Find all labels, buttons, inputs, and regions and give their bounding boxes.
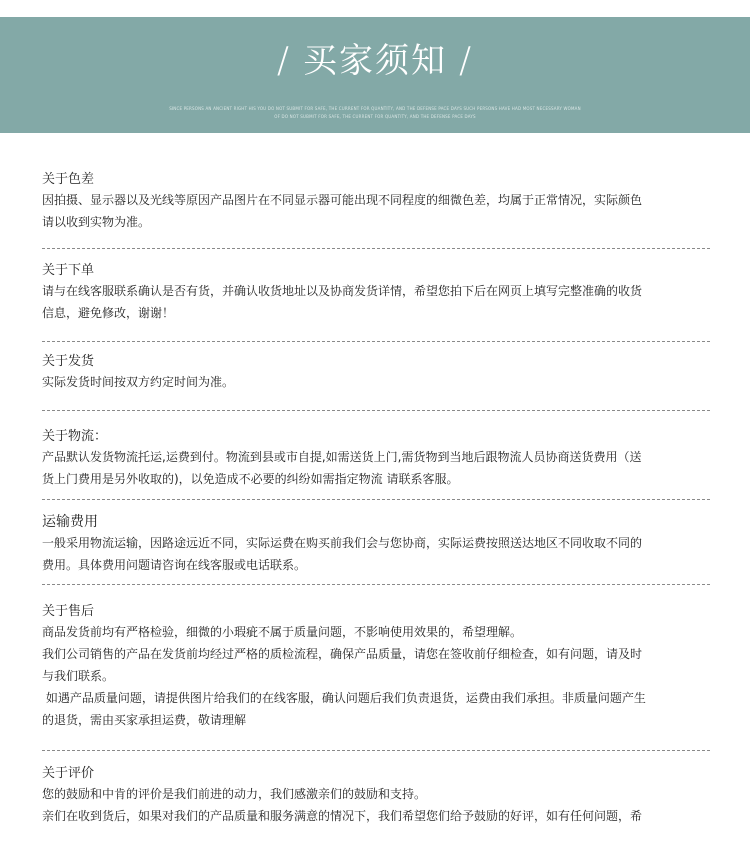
section-ordering — [42, 262, 712, 324]
banner-title — [0, 39, 750, 83]
divider — [42, 750, 710, 751]
section-transport-fee — [42, 514, 712, 576]
header-banner — [0, 17, 750, 133]
section-title: 运输费用 — [42, 514, 98, 530]
section-line: 请以收到实物为准。 — [42, 215, 151, 229]
divider — [42, 584, 710, 585]
section-title: 关于售后 — [42, 604, 95, 619]
divider — [42, 499, 710, 500]
section-line: 的退货，需由买家承担运费，敬请理解 — [42, 713, 247, 727]
section-line: 信息，避免修改，谢谢！ — [42, 306, 175, 320]
divider — [42, 341, 710, 342]
section-line: 实际发货时间按双方约定时间为准。 — [42, 375, 235, 389]
section-line: 一般采用物流运输，因路途远近不同，实际运费在购买前我们会与您协商，实际运费按照送达地区不同收取不同的 — [42, 536, 643, 550]
section-line: 费用。具体费用问题请咨询在线客服或电话联系。 — [42, 558, 307, 572]
section-title: 关于发货 — [42, 354, 95, 369]
section-color-difference — [42, 171, 712, 233]
section-line: 如遇产品质量问题，请提供图片给我们的在线客服，确认问题后我们负责退货，运费由我们承担。非质量问题产生 — [42, 691, 646, 705]
section-line: 您的鼓励和中肯的评价是我们前进的动力，我们感激亲们的鼓励和支持。 — [42, 787, 427, 801]
banner-title-text: 买家须知 — [303, 41, 447, 81]
section-title: 关于下单 — [42, 263, 95, 278]
section-line: 货上门费用是另外收取的)，以免造成不必要的纠纷如需指定物流 请联系客服。 — [42, 472, 459, 486]
section-title: 关于物流： — [42, 429, 108, 444]
divider — [42, 248, 710, 249]
section-line: 与我们联系。 — [42, 669, 115, 683]
slash-left: / — [276, 40, 291, 81]
section-line: 亲们在收到货后，如果对我们的产品质量和服务满意的情况下，我们希望您们给予鼓励的好评，如有任何问题，希 — [42, 809, 643, 823]
section-line: 我们公司销售的产品在发货前均经过严格的质检流程，确保产品质量，请您在签收前仔细检查，如有问题，请及时 — [42, 647, 643, 661]
banner-subtitle-line2: OF DO NOT SUBMIT FOR SAFE, THE CURRENT FOR QUANTITY, AND THE DEFENSE PACE DAYS — [274, 114, 476, 119]
section-title: 关于评价 — [42, 766, 95, 781]
section-line: 商品发货前均有严格检验，细微的小瑕疵不属于质量问题，不影响使用效果的，希望理解。 — [42, 625, 523, 639]
section-reviews — [42, 765, 712, 827]
banner-subtitle-line1: SINCE PERSONS AN ANCIENT RIGHT HIS YOU DO NOT SUBMIT FOR SAFE, THE CURRENT FOR QUANTITY, AND THE DEFENSE PACE DAYS SUCH PERSONS HAVE HAD MOST NECESSARY WOMAN — [169, 106, 581, 111]
section-after-sales — [42, 603, 712, 731]
divider — [42, 410, 710, 411]
section-line: 产品默认发货物流托运,运费到付。物流到县或市自提,如需送货上门,需货物到当地后跟物流人员协商送货费用（送 — [42, 450, 642, 464]
section-line: 请与在线客服联系确认是否有货，并确认收货地址以及协商发货详情，希望您拍下后在网页上填写完整准确的收货 — [42, 284, 643, 298]
section-logistics — [42, 428, 712, 490]
section-title: 关于色差 — [42, 172, 95, 187]
slash-right: / — [459, 40, 474, 81]
section-shipping — [42, 353, 712, 393]
section-line: 因拍摄、显示器以及光线等原因产品图片在不同显示器可能出现不同程度的细微色差，均属于正常情况，实际颜色 — [42, 193, 643, 207]
